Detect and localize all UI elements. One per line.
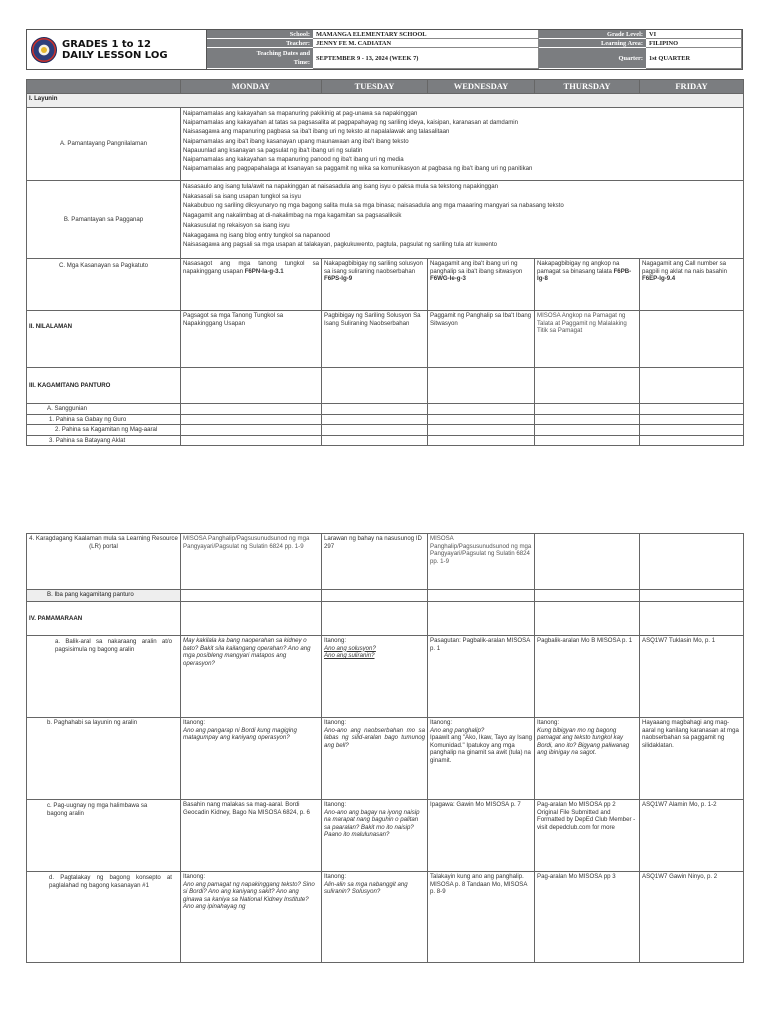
- pagganap-line: Nakagagawa ng isang blog entry tungkol sa napanood: [183, 231, 331, 239]
- kasanayan-code: F6PS-Ig-9: [324, 275, 353, 283]
- suliranin-question: Ano ang suliranin?: [324, 652, 375, 660]
- pagtalakay-question: Alin-alin sa mga nabanggit ang suliranin? Solusyon?: [324, 880, 408, 896]
- balik-aral-monday: May kakilala ka bang naoperahan sa kidney o bato? Bakit sila kailangang operahan? Ano ang mga posibleng mangyari matapos ang operasyon?: [181, 636, 322, 718]
- pamantayan-sa-pagganap-row: [27, 181, 744, 259]
- day-tuesday: TUESDAY: [322, 80, 428, 94]
- nilalaman-wednesday: Paggamit ng Panghalip sa Iba't Ibang Sitwasyon: [428, 311, 535, 368]
- itanong-label: Itanong:: [324, 873, 347, 880]
- pamantayan-sa-pagganap-content: [181, 181, 744, 259]
- school-value: MAMANGA ELEMENTARY SCHOOL: [313, 30, 539, 39]
- day-thursday: THURSDAY: [535, 80, 640, 94]
- kasanayan-text: Nakapagbibigay ng angkop na pamagat sa binasang talata: [537, 260, 620, 275]
- kasanayan-wednesday: [428, 259, 535, 311]
- pamantayang-pangnilalaman-content: [181, 108, 744, 181]
- days-header-blank: [27, 80, 181, 94]
- itanong-label: Itanong:: [183, 719, 206, 726]
- header-info-grid: [207, 30, 742, 69]
- paghahabi-row: [27, 718, 744, 800]
- empty-cell: [535, 425, 640, 436]
- lesson-log-header: [26, 29, 743, 70]
- kasanayan-text: Nakapagbibigay ng sariling solusyon sa isang suliraning naobserbahan: [324, 260, 423, 275]
- teaching-dates-value: SEPTEMBER 9 - 13, 2024 (WEEK 7): [313, 48, 539, 69]
- pagganap-line: Nagagamit ang nakalimbag at di-nakalimbag na mga kagamitan sa pagsasaliksik: [183, 212, 402, 220]
- nilalaman-row: [27, 311, 744, 368]
- batayang-aklat-row: [27, 435, 744, 446]
- kasanayan-monday: [181, 259, 322, 311]
- teaching-dates-label: [207, 48, 313, 69]
- paghahabi-thursday: [535, 718, 640, 800]
- balik-aral-wednesday: Pasagutan: Pagbalik-aralan MISOSA p. 1: [428, 636, 535, 718]
- empty-cell: [181, 435, 322, 446]
- paghahabi-monday: [181, 718, 322, 800]
- pangnilalaman-line: Naipamamalas ang iba't ibang kasanayan upang maunawaan ang iba't ibang teksto: [183, 137, 409, 145]
- empty-cell: [535, 368, 640, 404]
- pagtalakay-friday: ASQ1W7 Gawin Ninyo, p. 2: [640, 872, 744, 963]
- grade-level-label: Grade Level:: [539, 30, 646, 39]
- empty-cell: [322, 602, 428, 636]
- pangnilalaman-line: Naisasagawa ang mapanuring pagbasa sa iba't ibang uri ng teksto at napalalawak ang talasalitaan: [183, 128, 450, 136]
- kasanayan-friday: [640, 259, 744, 311]
- pamantayang-pangnilalaman-label: A. Pamantayang Pangnilalaman: [27, 108, 181, 181]
- empty-cell: [428, 414, 535, 425]
- itanong-label: Itanong:: [430, 719, 453, 726]
- pag-uugnay-question: Ano-ano ang bagay na iyong naisip na marapat nang baguhin o palitan sa paaralan? Bakit mo ito naisip? Paano ito malulunasan?: [324, 808, 420, 839]
- kagamitang-panturo-label: III. KAGAMITANG PANTURO: [27, 368, 181, 404]
- days-header-row: [27, 80, 744, 94]
- lesson-table-part-1: [26, 79, 744, 446]
- kasanayan-label: C. Mga Kasanayan sa Pagkatuto: [27, 259, 181, 311]
- batayang-aklat-label: 3. Pahina sa Batayang Aklat: [27, 435, 181, 446]
- nilalaman-label: II. NILALAMAN: [27, 311, 181, 368]
- balik-aral-tuesday: [322, 636, 428, 718]
- day-wednesday: WEDNESDAY: [428, 80, 535, 94]
- empty-cell: [181, 602, 322, 636]
- gabay-ng-guro-row: [27, 414, 744, 425]
- paghahabi-question: Ano-ano ang naobserbahan mo sa labas ng silid-aralan bago tumunog ang bell?: [324, 726, 425, 749]
- paghahabi-instruction: Ipaawit ang "Ako, Ikaw, Tayo ay Isang Komunidad." Ipatukoy ang mga panghalip na ginamit sa awit (tula) na ginamit.: [430, 734, 532, 764]
- pagganap-line: Nakasasali sa isang usapan tungkol sa isyu: [183, 192, 301, 200]
- quarter-value: 1st QUARTER: [646, 48, 742, 69]
- lr-monday: MISOSA Panghalip/Pagsusunudsunod ng mga Pangyayari/Pagsulat ng Sulatin 6824 pp. 1-9: [181, 534, 322, 590]
- kasanayan-tuesday: [322, 259, 428, 311]
- teacher-label: Teacher:: [207, 39, 313, 48]
- paghahabi-question: Ano ang pangarap ni Bordi kung magiging matagumpay ang kaniyang operasyon?: [183, 726, 297, 742]
- paghahabi-label: b. Paghahabi sa layunin ng aralin: [27, 718, 181, 800]
- iba-pang-kagamitan-row: [27, 590, 744, 602]
- balik-aral-label: a. Balik-aral sa nakaraang aralin at/o pagsisimula ng bagong aralin: [27, 636, 181, 718]
- pagganap-line: Naisasagawa ang pagsali sa mga usapan at talakayan, pagkukuwento, pagtula, pagsulat ng sariling tula atr kuwento: [183, 241, 498, 249]
- empty-cell: [428, 404, 535, 415]
- sanggunian-label: A. Sanggunian: [27, 404, 181, 415]
- empty-cell: [640, 425, 744, 436]
- solusyon-question: Ano ang solusyon?: [324, 644, 376, 652]
- header-title: [62, 39, 168, 61]
- pag-uugnay-wednesday: Ipagawa: Gawin Mo MISOSA p. 7: [428, 800, 535, 872]
- empty-cell: [322, 435, 428, 446]
- pangnilalaman-line: Naipamamalas ang kakayahan at tatas sa pagsasalita at pagpapahayag ng sariling ideya, kaisipan, karanasan at damdamin: [183, 119, 519, 127]
- itanong-label: Itanong:: [324, 719, 347, 726]
- lesson-table-part-2: [26, 533, 744, 963]
- empty-cell: [322, 368, 428, 404]
- kagamitan-mag-aaral-row: [27, 425, 744, 436]
- pagganap-line: Nakasusulat ng rekaisyon sa isang isyu: [183, 221, 290, 229]
- quarter-label: Quarter:: [539, 48, 646, 69]
- empty-cell: [181, 425, 322, 436]
- empty-cell: [535, 414, 640, 425]
- empty-cell: [535, 590, 640, 602]
- balik-aral-row: [27, 636, 744, 718]
- pagtalakay-tuesday: [322, 872, 428, 963]
- pamantayan-sa-pagganap-label: B. Pamantayan sa Pagganap: [27, 181, 181, 259]
- layunin-heading: I. Layunin: [27, 94, 744, 108]
- empty-cell: [428, 368, 535, 404]
- balik-aral-thursday: Pagbalik-aralan Mo B MISOSA p. 1: [535, 636, 640, 718]
- kasanayan-code: F6WG-Ie-g-3: [430, 275, 466, 283]
- pamamaraan-label: IV. PAMAMARAAN: [27, 602, 181, 636]
- pagtalakay-question: Ano ang pamagat ng napakinggang teksto? Sino si Bordi? Ano ang kaniyang sakit? Ano ang ginawa sa kaniya sa National Kidney Institute? Ano ang ipinahayag ng: [183, 880, 315, 911]
- nilalaman-tuesday: Pagbibigay ng Sariling Solusyon Sa Isang Suliraning Naobserbahan: [322, 311, 428, 368]
- nilalaman-friday: [640, 311, 744, 368]
- empty-cell: [640, 435, 744, 446]
- empty-cell: [181, 414, 322, 425]
- lr-thursday: [535, 534, 640, 590]
- teaching-dates-label-line-2: Time:: [293, 59, 310, 66]
- paghahabi-question: Ano ang panghalip?: [430, 726, 485, 734]
- sanggunian-row: [27, 404, 744, 415]
- empty-cell: [640, 602, 744, 636]
- day-monday: MONDAY: [181, 80, 322, 94]
- header-title-block: [27, 30, 207, 69]
- paghahabi-wednesday: [428, 718, 535, 800]
- grade-level-value: VI: [646, 30, 742, 39]
- lr-portal-row: [27, 534, 744, 590]
- deped-seal-icon: [31, 37, 57, 63]
- empty-cell: [181, 404, 322, 415]
- lr-portal-label: 4. Karagdagang Kaalaman mula sa Learning Resource (LR) portal: [27, 534, 181, 590]
- empty-cell: [640, 590, 744, 602]
- empty-cell: [535, 435, 640, 446]
- pag-uugnay-thursday: Pag-aralan Mo MISOSA pp 2 Original File Submitted and Formatted by DepEd Club Member - visit depedclub.com for more: [535, 800, 640, 872]
- pagtalakay-monday: [181, 872, 322, 963]
- itanong-label: Itanong:: [324, 801, 347, 808]
- teacher-value: JENNY FE M. CADIATAN: [313, 39, 539, 48]
- empty-cell: [640, 368, 744, 404]
- empty-cell: [322, 425, 428, 436]
- header-title-line-1: GRADES 1 to 12: [62, 38, 151, 50]
- kasanayan-code: F6PN-Ia-g-3.1: [244, 267, 284, 275]
- paghahabi-question: Kung bibigyan mo ng bagong pamagat ang teksto tungkol kay Bordi, ano ito? Bigyang paliwanag ang ibinigay na sagot.: [537, 726, 630, 757]
- paghahabi-tuesday: [322, 718, 428, 800]
- pagtalakay-wednesday: Talakayin kung ano ang panghalip. MISOSA p. 8 Tandaan Mo, MISOSA p. 8-9: [428, 872, 535, 963]
- paghahabi-friday: Hayaaang magbahagi ang mag-aaral ng kanilang karanasan at mga naobserbahan sa paggamit ng silidaklatan.: [640, 718, 744, 800]
- itanong-label: Itanong:: [183, 873, 206, 880]
- lr-wednesday: MISOSA Panghalip/Pagsusunudsunod ng mga Pangyayari/Pagsulat ng Sulatin 6824 pp. 1-9: [428, 534, 535, 590]
- kasanayan-code: F6PB-Ig-8: [537, 267, 632, 283]
- teaching-dates-label-line-1: Teaching Dates and: [256, 50, 310, 57]
- empty-cell: [428, 590, 535, 602]
- empty-cell: [322, 414, 428, 425]
- header-title-line-2: DAILY LESSON LOG: [62, 49, 168, 61]
- pangnilalaman-line: Naipamamalas ang pagpapahalaga at ksanayan sa paggamit ng wika sa komunikasyon at pagbasa ng iba't ibang uri ng panitikan: [183, 165, 533, 173]
- empty-cell: [640, 404, 744, 415]
- empty-cell: [535, 602, 640, 636]
- kasanayan-row: [27, 259, 744, 311]
- itanong-label: Itanong:: [537, 719, 560, 726]
- empty-cell: [640, 414, 744, 425]
- pangnilalaman-line: Naipamamalas ang kakayahan sa mapanuring pakikinig at pag-unawa sa napakinggan: [183, 110, 418, 117]
- empty-cell: [428, 602, 535, 636]
- pag-uugnay-label: c. Pag-uugnay ng mga halimbawa sa bagong aralin: [27, 800, 181, 872]
- empty-cell: [535, 404, 640, 415]
- pamantayang-pangnilalaman-row: [27, 108, 744, 181]
- kasanayan-thursday: [535, 259, 640, 311]
- pag-uugnay-friday: ASQ1W7 Alamin Mo, p. 1-2: [640, 800, 744, 872]
- learning-area-value: FILIPINO: [646, 39, 742, 48]
- pagtalakay-thursday: Pag-aralan Mo MISOSA pp 3: [535, 872, 640, 963]
- pamamaraan-row: [27, 602, 744, 636]
- kasanayan-code: F6EP-Ig-9.4: [642, 275, 676, 283]
- kasanayan-text: Nagagamit ang iba't ibang uri ng panghalip sa iba't ibang sitwasyon: [430, 260, 523, 275]
- pangnilalaman-line: Napauunlad ang ksanayan sa pagsulat ng iba't ibang uri ng sulatin: [183, 146, 363, 154]
- nilalaman-thursday: MISOSA Angkop na Pamagat ng Talata at Paggamit ng Malalaking Titik sa Pamagat: [535, 311, 640, 368]
- lr-tuesday: Larawan ng bahay na nasusunog ID 297: [322, 534, 428, 590]
- pagtalakay-label: d. Pagtalakay ng bagong konsepto at paglalahad ng bagong kasanayan #1: [27, 872, 181, 963]
- pag-uugnay-tuesday: [322, 800, 428, 872]
- empty-cell: [428, 425, 535, 436]
- iba-pang-kagamitan-label: B. Iba pang kagamitang panturo: [27, 590, 181, 602]
- empty-cell: [181, 590, 322, 602]
- kasanayan-text: Nagagamit ang Call number sa pagpili ng aklat na nais basahin: [642, 260, 728, 275]
- kagamitan-mag-aaral-label: 2. Pahina sa Kagamitan ng Mag-aaral: [27, 425, 181, 436]
- pag-uugnay-monday: Basahin nang malakas sa mag-aaral. Bordi Geocadin Kidney, Bago Na MISOSA 6824, p. 6: [181, 800, 322, 872]
- pagganap-line: Nasasaulo ang isang tula/awit na napakinggan at naisasadula ang isang isyu o paksa mula sa tekstong napakinggan: [183, 183, 499, 190]
- day-friday: FRIDAY: [640, 80, 744, 94]
- balik-aral-friday: ASQ1W7 Tuklasin Mo, p. 1: [640, 636, 744, 718]
- itanong-label: Itanong:: [324, 637, 347, 644]
- lr-friday: [640, 534, 744, 590]
- kagamitang-panturo-row: [27, 368, 744, 404]
- empty-cell: [181, 368, 322, 404]
- pag-uugnay-row: [27, 800, 744, 872]
- nilalaman-monday: Pagsagot sa mga Tanong Tungkol sa Napakinggang Usapan: [181, 311, 322, 368]
- empty-cell: [428, 435, 535, 446]
- empty-cell: [322, 590, 428, 602]
- school-label: School:: [207, 30, 313, 39]
- pangnilalaman-line: Naipamamalas ang kakayahan sa mapanuring panood ng iba't ibang uri ng media: [183, 156, 404, 164]
- gabay-ng-guro-label: 1. Pahina sa Gabay ng Guro: [27, 414, 181, 425]
- learning-area-label: Learning Area:: [539, 39, 646, 48]
- pagganap-line: Nakabubuo ng sariling diksyunaryo ng mga bagong salita mula sa mga binasa; naisasadula ang mga maaaring mangyari sa nabasang teksto: [183, 202, 564, 210]
- layunin-row: [27, 94, 744, 108]
- kasanayan-text: Nasasagot ang mga tanong tungkol sa napakinggang usapan: [183, 260, 319, 275]
- pagtalakay-row: [27, 872, 744, 963]
- empty-cell: [322, 404, 428, 415]
